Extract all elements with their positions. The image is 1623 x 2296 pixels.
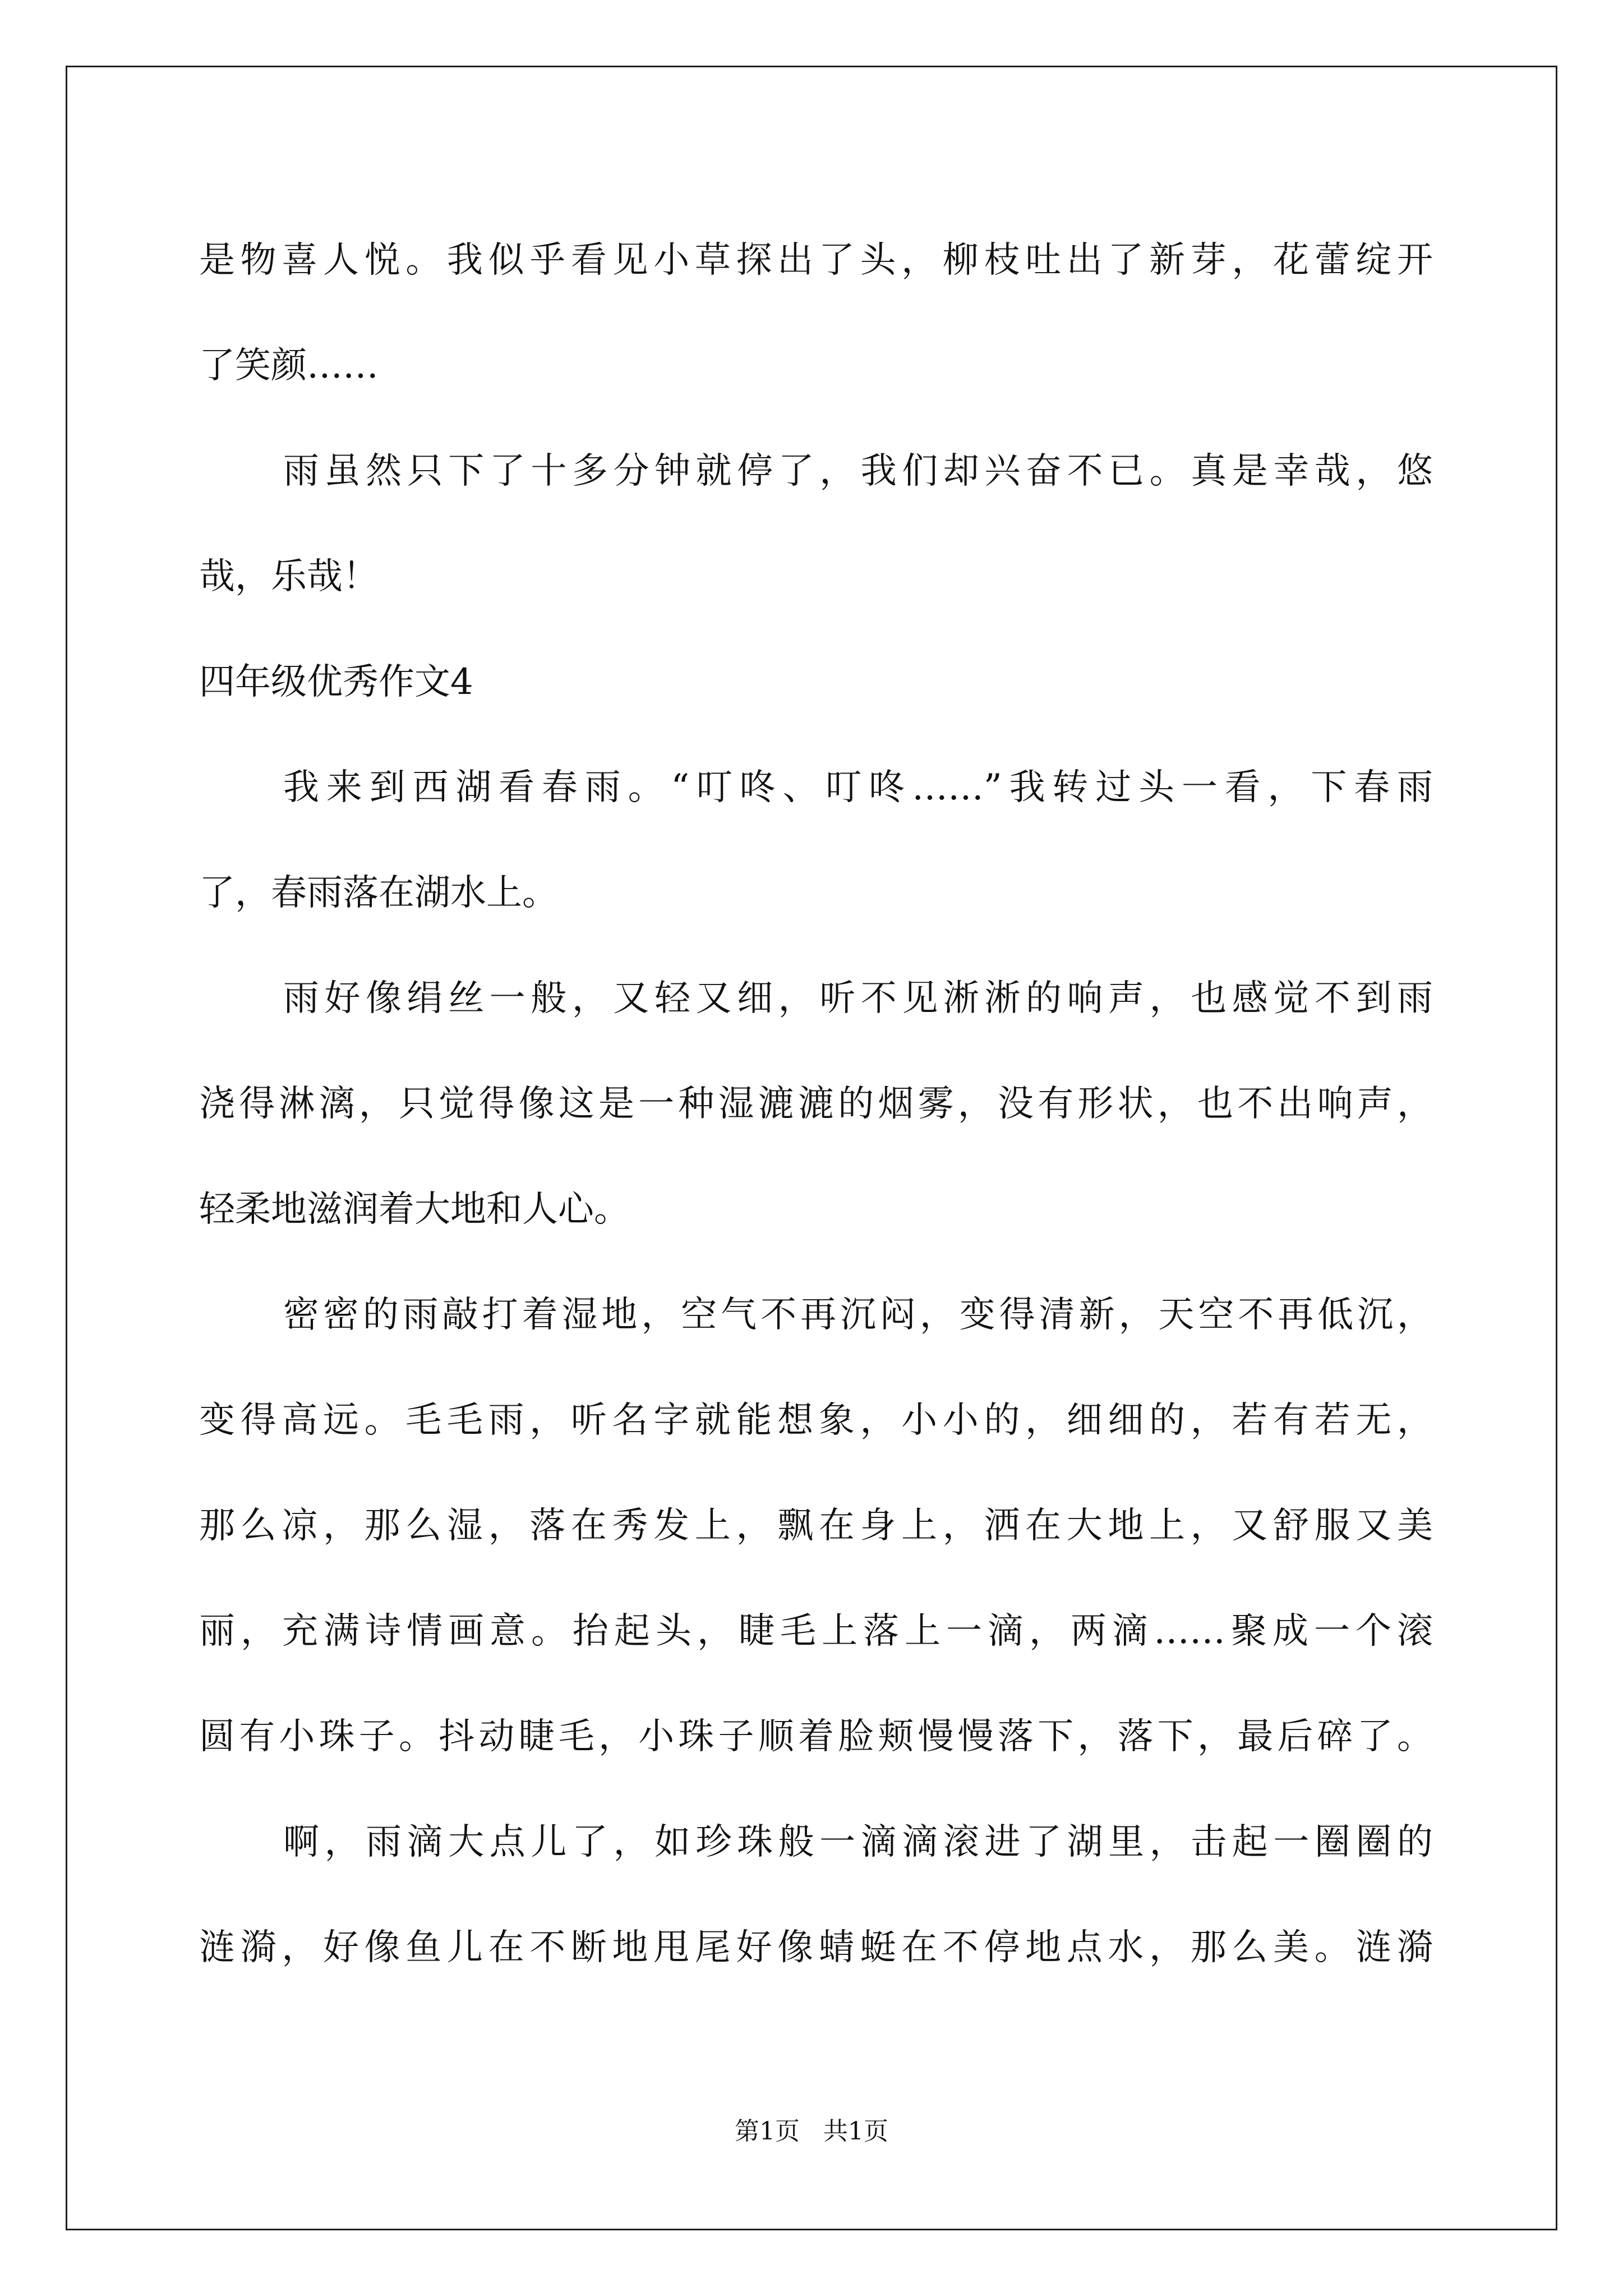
paragraph-line: 轻柔地滋润着大地和人心。 (199, 1189, 630, 1230)
page-number-footer: 第1页 共1页 (735, 2117, 888, 2146)
paragraph-line: 圆有小珠子。抖动睫毛，小珠子顺着脸颊慢慢落下，落下，最后碎了。 (199, 1716, 1433, 1757)
paragraph-line: 变得高远。毛毛雨，听名字就能想象，小小的，细细的，若有若无， (199, 1400, 1433, 1441)
paragraph-line: 涟漪，好像鱼儿在不断地甩尾好像蜻蜓在不停地点水，那么美。涟漪 (199, 1927, 1433, 1968)
paragraph-line: 啊，雨滴大点儿了，如珍珠般一滴滴滚进了湖里，击起一圈圈的 (283, 1821, 1433, 1863)
paragraph-line: 我来到西湖看春雨。“叮咚、叮咚……”我转过头一看，下春雨 (283, 767, 1433, 808)
paragraph-line: 了笑颜…… (199, 345, 379, 386)
paragraph-line: 丽，充满诗情画意。抬起头，睫毛上落上一滴，两滴……聚成一个滚 (199, 1611, 1433, 1652)
paragraph-line: 雨虽然只下了十多分钟就停了，我们却兴奋不已。真是幸哉，悠 (283, 450, 1433, 492)
paragraph-line: 了，春雨落在湖水上。 (199, 872, 558, 914)
document-body (199, 208, 1433, 2000)
paragraph-line: 浇得淋漓，只觉得像这是一种湿漉漉的烟雾，没有形状，也不出响声， (199, 1083, 1433, 1125)
paragraph-line: 是物喜人悦。我似乎看见小草探出了头，柳枝吐出了新芽，花蕾绽开 (199, 240, 1433, 281)
paragraph-line: 哉，乐哉！ (199, 556, 379, 597)
paragraph-line: 密密的雨敲打着湿地，空气不再沉闷，变得清新，天空不再低沉， (283, 1294, 1433, 1336)
paragraph-line: 那么凉，那么湿，落在秀发上，飘在身上，洒在大地上，又舒服又美 (199, 1505, 1433, 1547)
paragraph-line: 雨好像绢丝一般，又轻又细，听不见淅淅的响声，也感觉不到雨 (283, 978, 1433, 1019)
section-heading: 四年级优秀作文4 (199, 661, 473, 703)
